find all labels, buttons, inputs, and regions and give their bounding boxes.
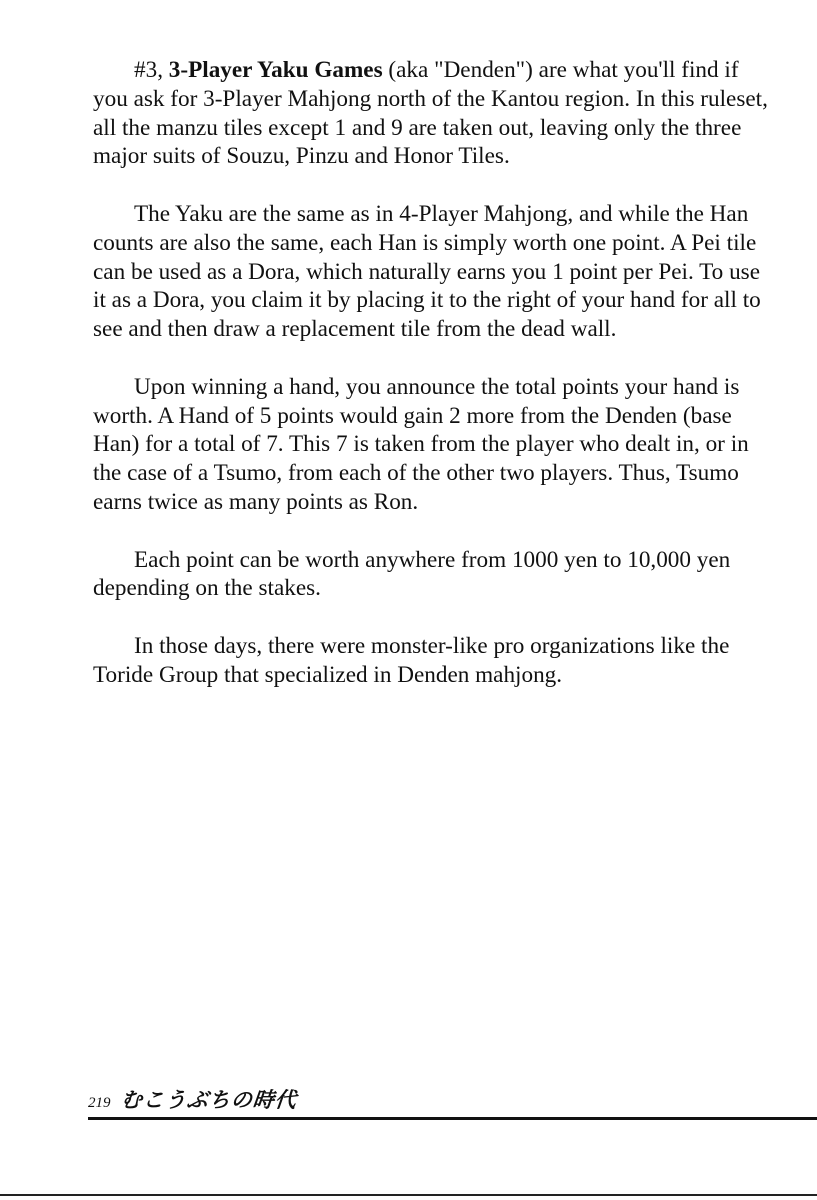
- paragraph-1-rest: (aka "Denden") are what you'll find if you ask for 3-Player Mahjong north of the Kantou region. In this ruleset, all the manzu tiles except 1 and 9 are taken out, leaving only the three major suits of Souzu, Pinzu and Honor Tiles.: [93, 57, 768, 170]
- running-title: むこうぶちの時代: [119, 1088, 298, 1112]
- bottom-edge-rule: [0, 1194, 817, 1196]
- page-number: 219: [88, 1095, 111, 1111]
- footer-rule: [88, 1117, 817, 1120]
- paragraph-4: Each point can be worth anywhere from 1000 yen to 10,000 yen depending on the stakes.: [93, 546, 731, 602]
- page-footer: [88, 1084, 297, 1114]
- page-body: [93, 56, 773, 718]
- paragraph-1-lead: #3,: [134, 57, 169, 83]
- paragraph-1-bold-term: 3-Player Yaku Games: [168, 57, 383, 83]
- paragraph-2: The Yaku are the same as in 4-Player Mahjong, and while the Han counts are also the same, each Han is simply worth one point. A Pei tile can be used as a Dora, which naturally earns you 1 point per Pei. To use it as a Dora, you claim it by placing it to the right of your hand for all to see and then draw a replacement tile from the dead wall.: [93, 200, 761, 343]
- paragraph-5: In those days, there were monster-like pro organizations like the Toride Group that specialized in Denden mahjong.: [93, 632, 730, 688]
- paragraph-1: [93, 56, 773, 171]
- paragraph-3: Upon winning a hand, you announce the total points your hand is worth. A Hand of 5 points would gain 2 more from the Denden (base Han) for a total of 7. This 7 is taken from the player who dealt in, or in the case of a Tsumo, from each of the other two players. Thus, Tsumo earns twice as many points as Ron.: [93, 373, 749, 515]
